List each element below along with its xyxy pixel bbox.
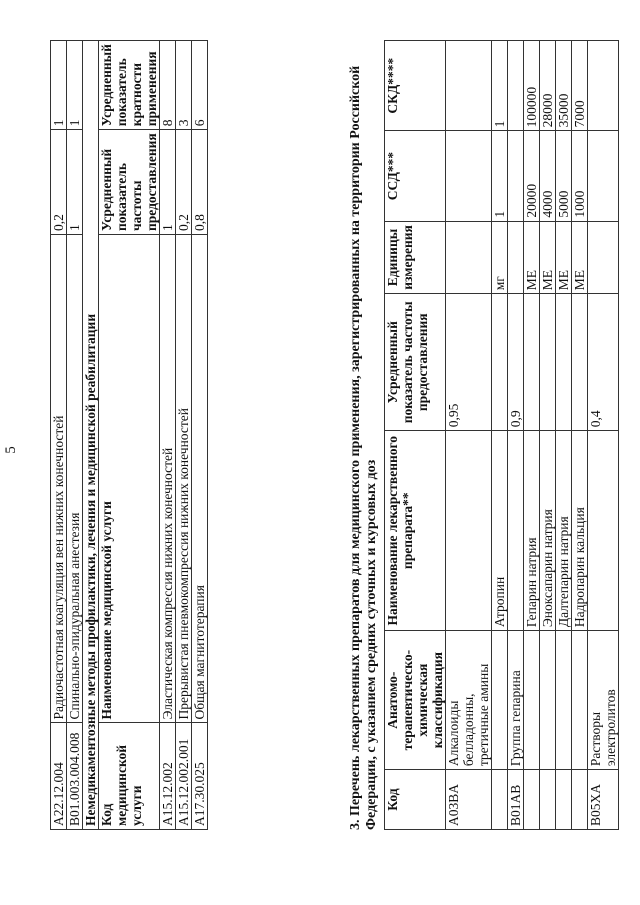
table-row — [492, 41, 508, 830]
drug-code — [556, 770, 572, 830]
drug-freq — [492, 294, 508, 431]
service-freq: 1 — [160, 130, 176, 235]
drug-atc — [524, 631, 540, 770]
drug-skd — [446, 41, 492, 131]
drug-unit — [508, 221, 524, 294]
drug-skd: 7000 — [572, 41, 588, 131]
header-mult: Усредненный показатель кратности применения — [99, 41, 160, 130]
drug-skd: 28000 — [540, 41, 556, 131]
header-ssd: ССД*** — [385, 131, 446, 221]
table-section-row — [83, 41, 99, 830]
drug-name — [508, 431, 524, 631]
page-number: 5 — [3, 446, 19, 454]
header-freq: Усредненный показатель частоты предоставления — [99, 130, 160, 235]
header-unit: Единицы измерения — [385, 221, 446, 294]
service-name: Общая магнитотерапия — [192, 235, 208, 723]
drug-code — [492, 770, 508, 830]
drug-ssd: 20000 — [524, 131, 540, 221]
service-mult: 3 — [176, 41, 192, 130]
drug-ssd — [588, 131, 619, 221]
drug-freq — [572, 294, 588, 431]
table-row — [540, 41, 556, 830]
drug-ssd: 5000 — [556, 131, 572, 221]
drug-unit — [588, 221, 619, 294]
service-name: Прерывистая пневмокомпрессия нижних конечностей — [176, 235, 192, 723]
header-code: Код — [385, 770, 446, 830]
drug-atc — [492, 631, 508, 770]
table-row — [572, 41, 588, 830]
drug-ssd: 1000 — [572, 131, 588, 221]
table-row — [160, 41, 176, 830]
drug-ssd: 4000 — [540, 131, 556, 221]
drug-freq — [540, 294, 556, 431]
table-header-row — [99, 41, 160, 830]
service-freq: 1 — [67, 130, 83, 235]
table-row — [524, 41, 540, 830]
service-code: A15.12.002 — [160, 723, 176, 830]
drug-name: Атропин — [492, 431, 508, 631]
drug-unit: МЕ — [524, 221, 540, 294]
drug-name — [588, 431, 619, 631]
drug-code: B05XA — [588, 770, 619, 830]
service-name: Спинально-эпидуральная анестезия — [67, 235, 83, 723]
drug-name: Эноксапарин натрия — [540, 431, 556, 631]
table-row — [176, 41, 192, 830]
drug-ssd: 1 — [492, 131, 508, 221]
service-code: B01.003.004.008 — [67, 723, 83, 830]
table-row — [51, 41, 67, 830]
service-mult: 1 — [51, 41, 67, 130]
drug-code: A03BA — [446, 770, 492, 830]
drug-freq: 0,9 — [508, 294, 524, 431]
header-atc: Анатомо-терапевтическо-химическая классификация — [385, 631, 446, 770]
drug-skd — [508, 41, 524, 131]
drug-unit: МЕ — [556, 221, 572, 294]
table-row — [556, 41, 572, 830]
table-row — [588, 41, 619, 830]
drug-atc: Растворы электролитов — [588, 631, 619, 770]
service-code: A15.12.002.001 — [176, 723, 192, 830]
drug-skd: 35000 — [556, 41, 572, 131]
service-name: Радиочастотная коагуляция вен нижних конечностей — [51, 235, 67, 723]
drug-freq — [556, 294, 572, 431]
table-row — [446, 41, 492, 830]
drug-ssd — [508, 131, 524, 221]
drug-code — [540, 770, 556, 830]
drug-skd: 1 — [492, 41, 508, 131]
table-row — [508, 41, 524, 830]
service-code: A22.12.004 — [51, 723, 67, 830]
service-code: A17.30.025 — [192, 723, 208, 830]
table-row — [192, 41, 208, 830]
drug-atc — [556, 631, 572, 770]
drug-freq: 0,4 — [588, 294, 619, 431]
drug-skd: 100000 — [524, 41, 540, 131]
drug-code — [572, 770, 588, 830]
drug-skd — [588, 41, 619, 131]
header-code: Код медицинской услуги — [99, 723, 160, 830]
service-mult: 1 — [67, 41, 83, 130]
services-table — [50, 40, 208, 830]
drug-code — [524, 770, 540, 830]
service-mult: 8 — [160, 41, 176, 130]
service-freq: 0,8 — [192, 130, 208, 235]
drug-code: B01AB — [508, 770, 524, 830]
drug-name: Далтепарин натрия — [556, 431, 572, 631]
drug-name: Надропарин кальция — [572, 431, 588, 631]
drug-freq — [524, 294, 540, 431]
drug-atc: Группа гепарина — [508, 631, 524, 770]
drug-section-title: 3. Перечень лекарственных препаратов для медицинского применения, зарегистрированных на территории Российской Федерации, с указанием средних суточных и курсовых доз — [348, 65, 379, 830]
header-name: Наименование медицинской услуги — [99, 235, 160, 723]
drug-unit — [446, 221, 492, 294]
drug-unit: МЕ — [572, 221, 588, 294]
table-header-row — [385, 41, 446, 830]
section-title: Немедикаментозные методы профилактики, лечения и медицинской реабилитации — [83, 41, 99, 830]
drug-atc — [572, 631, 588, 770]
drug-atc: Алкалоиды белладонны, третичные амины — [446, 631, 492, 770]
drugs-table — [384, 40, 619, 830]
service-name: Эластическая компрессия нижних конечностей — [160, 235, 176, 723]
drug-ssd — [446, 131, 492, 221]
service-freq: 0,2 — [176, 130, 192, 235]
drug-name — [446, 431, 492, 631]
header-freq: Усредненный показатель частоты предоставления — [385, 294, 446, 431]
drug-freq: 0,95 — [446, 294, 492, 431]
drug-unit: МЕ — [540, 221, 556, 294]
drug-atc — [540, 631, 556, 770]
table-row — [67, 41, 83, 830]
header-drug-name: Наименование лекарственного препарата** — [385, 431, 446, 631]
header-skd: СКД**** — [385, 41, 446, 131]
drug-unit: мг — [492, 221, 508, 294]
drug-name: Гепарин натрия — [524, 431, 540, 631]
service-freq: 0,2 — [51, 130, 67, 235]
service-mult: 6 — [192, 41, 208, 130]
